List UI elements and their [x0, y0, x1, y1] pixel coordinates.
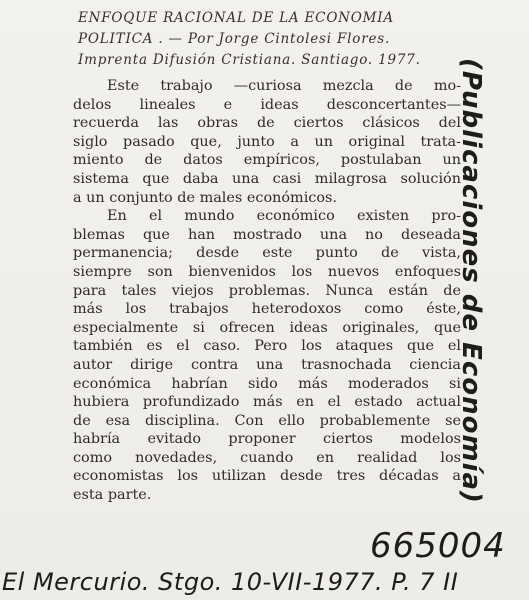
header-line: POLITICA . — Por Jorge Cintolesi Flores. — [78, 31, 391, 47]
text-line: autor dirige contra una trasnochada ciencia — [73, 356, 461, 373]
text-line: Este trabajo —curiosa mezcla de mo- — [107, 78, 461, 94]
handwritten-side-note: (Publicaciones de Economía) — [456, 58, 486, 504]
text-line: economistas los utilizan desde tres décadas a — [73, 468, 461, 485]
text-line: esta parte. — [73, 487, 152, 504]
review-body — [73, 77, 461, 505]
text-line: siglo pasado que, junto a un original trata- — [73, 133, 461, 150]
header-line: Imprenta Difusión Cristiana. Santiago. 1977. — [78, 52, 421, 68]
text-line: de esa disciplina. Con ello probablemente se — [73, 412, 461, 429]
text-line: hubiera profundizado más en el estado actual — [73, 394, 461, 411]
text-line: económica habrían sido más moderados si — [73, 375, 461, 392]
text-line: como novedades, cuando en realidad los — [73, 449, 461, 466]
header-line: ENFOQUE RACIONAL DE LA ECONOMIA — [78, 10, 394, 26]
text-line: especialmente si ofrecen ideas originales, que — [73, 319, 461, 336]
text-line: también es el caso. Pero los ataques que el — [73, 338, 461, 355]
text-line: más los trabajos heterodoxos como éste, — [73, 301, 461, 318]
text-line: para tales viejos problemas. Nunca están de — [73, 282, 461, 299]
text-line: En el mundo económico existen pro- — [107, 208, 461, 225]
text-line: habría evitado proponer ciertos modelos — [73, 431, 461, 448]
handwritten-source-note: El Mercurio. Stgo. 10-VII-1977. P. 7 II — [2, 568, 459, 596]
text-line: blemas que han mostrado una no deseada — [73, 226, 461, 243]
text-line: a un conjunto de males económicos. — [73, 189, 337, 206]
handwritten-reference-number: 665004 — [370, 526, 506, 566]
text-line: recuerda las obras de ciertos clásicos del — [73, 115, 461, 132]
text-line: delos lineales e ideas desconcertantes— — [73, 96, 461, 113]
text-line: sistema que daba una casi milagrosa solución — [73, 170, 461, 187]
text-line: miento de datos empíricos, postulaban un — [73, 152, 461, 169]
book-reference-header — [78, 8, 458, 71]
text-line: permanencia; desde este punto de vista, — [73, 245, 461, 262]
text-line: siempre son bienvenidos los nuevos enfoques — [73, 263, 461, 280]
